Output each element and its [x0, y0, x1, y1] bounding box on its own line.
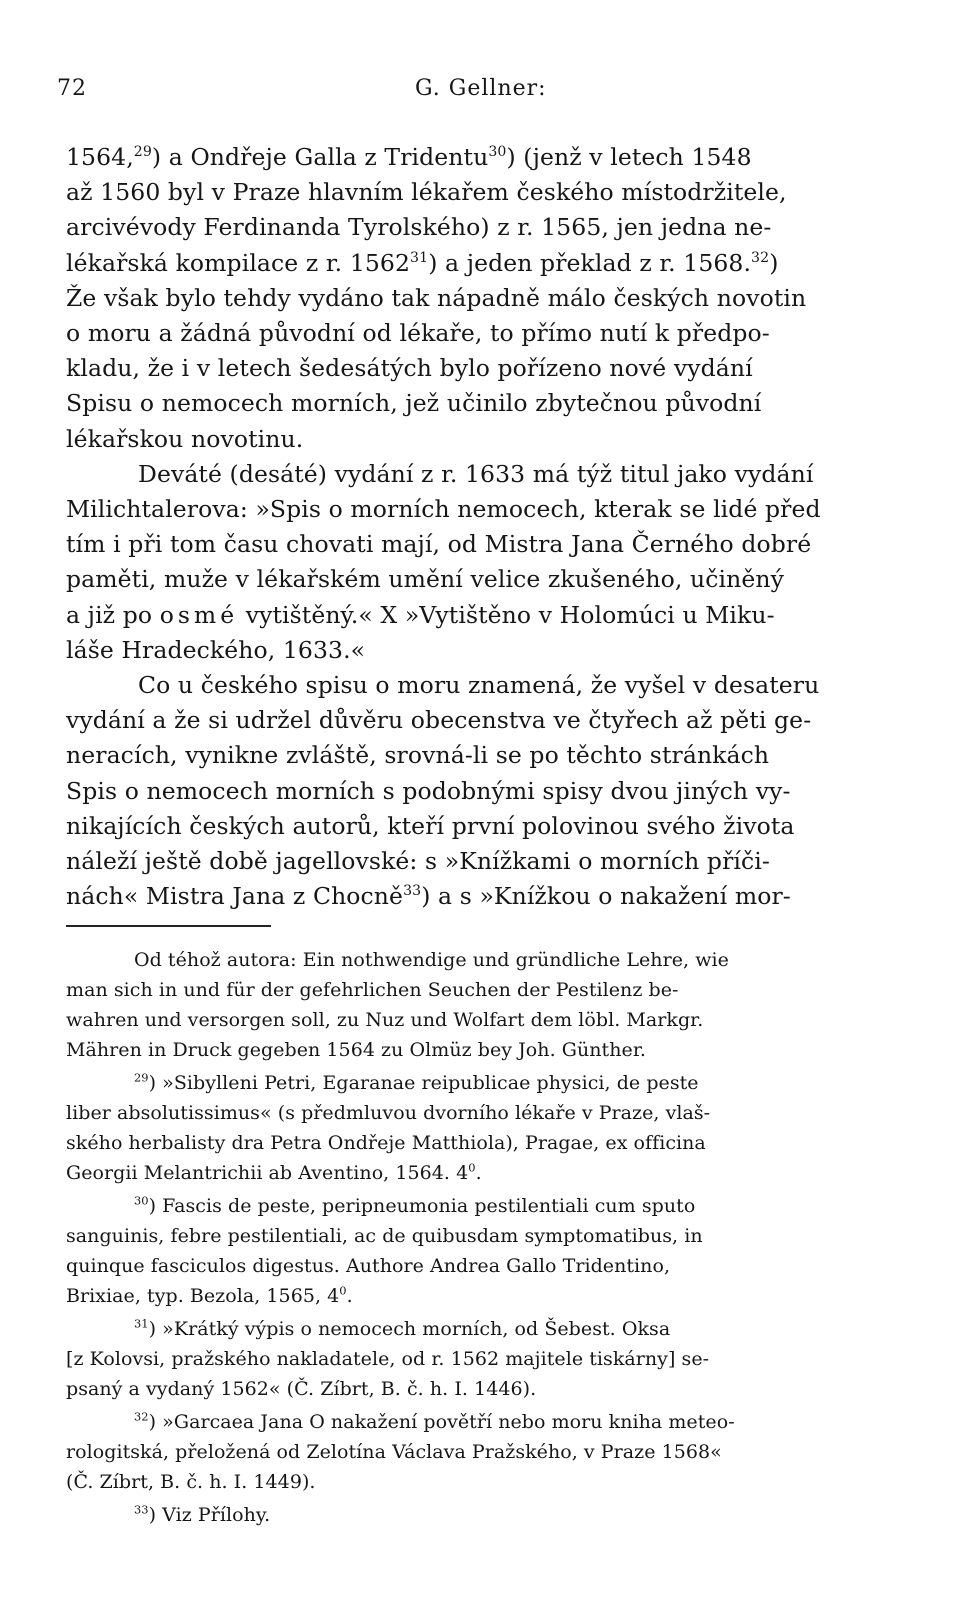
footnote-line: psaný a vydaný 1562« (Č. Zíbrt, B. č. h. I. 1446). — [66, 1378, 537, 1400]
text-line: náleží ještě době jagellovské: s »Knížkami o morních příči- — [66, 847, 770, 876]
footnote-number: 32 — [134, 1409, 149, 1424]
running-header — [57, 76, 887, 108]
running-title: G. Gellner: — [415, 76, 547, 101]
footnote-line: $^{29}$) »Sibylleni Petri, Egaranae reipublicae physici, de peste — [134, 1070, 699, 1094]
text-line: láše Hradeckého, 1633.« — [66, 635, 366, 664]
footnote-line: Brixiae, typ. Bezola, 1565, $4^0$. — [66, 1283, 353, 1307]
footnote-line: $^{31}$) »Krátký výpis o nemocech morních, od Šebest. Oksa — [134, 1316, 671, 1340]
text-line: a již po osmé vytištěný.« X »Vytištěno v Holomúci u Miku- — [66, 600, 775, 629]
footnote-line: [z Kolovsi, pražského nakladatele, od r. 1562 majitele tiskárny] se- — [66, 1348, 710, 1370]
footnote-line: wahren und versorgen soll, zu Nuz und Wolfart dem löbl. Markgr. — [66, 1009, 704, 1031]
footnote-line: Mähren in Druck gegeben 1564 zu Olmüz bey Joh. Günther. — [66, 1039, 646, 1061]
text-line: nách« Mistra Jana z Chocně$^{33}$) a s »Knížkou o nakažení mor- — [66, 882, 791, 911]
footnote-line: $^{30}$) Fascis de peste, peripneumonia pestilentiali cum sputo — [134, 1193, 696, 1217]
text-line: Co u českého spisu o moru znamená, že vyšel v desateru — [138, 671, 820, 700]
footnote-ref: 30 — [488, 144, 507, 161]
spaced-word: osmé — [159, 600, 239, 629]
text-line: vydání a že si udržel důvěru obecenstva ve čtyřech až pěti ge- — [66, 706, 812, 735]
text-line: lékařská kompilace z r. 1562$^{31}$) a jeden překlad z r. 1568.32) — [66, 248, 779, 277]
text-line: arcivévody Ferdinanda Tyrolského) z r. 1565, jen jedna ne- — [66, 213, 772, 242]
footnote-divider — [66, 925, 271, 927]
text-line: až 1560 byl v Praze hlavním lékařem českého místodržitele, — [66, 178, 787, 207]
footnote-ref: 31 — [410, 249, 429, 266]
text-line: Deváté (desáté) vydání z r. 1633 má týž titul jako vydání — [138, 459, 814, 488]
footnote-line: Od téhož autora: Ein nothwendige und gründliche Lehre, wie — [134, 949, 729, 971]
footnote-number: 33 — [134, 1502, 149, 1517]
text-line: Že však bylo tehdy vydáno tak nápadně málo českých novotin — [66, 283, 807, 312]
footnote-line: quinque fasciculos digestus. Authore Andrea Gallo Tridentino, — [66, 1255, 671, 1277]
footnote-line: $^{32}$) »Garcaea Jana O nakažení povětří nebo moru kniha meteo- — [134, 1409, 735, 1433]
footnote-line: liber absolutissimus« (s předmluvou dvorního lékaře v Praze, vlaš- — [66, 1102, 711, 1124]
text-line: Spis o nemocech morních s podobnými spisy dvou jiných vy- — [66, 776, 791, 805]
footnote-line: ského herbalisty dra Petra Ondřeje Matthiola), Pragae, ex officina — [66, 1132, 706, 1154]
text-line: 1564,29) a Ondřeje Galla z Tridentu$^{30}$) (jenž v letech 1548 — [66, 143, 752, 171]
text-line: nikajících českých autorů, kteří první polovinou svého života — [66, 811, 795, 840]
footnote-line: Georgii Melantrichii ab Aventino, 1564. $4^0$. — [66, 1160, 482, 1184]
footnote-ref: 32 — [751, 249, 770, 266]
text-line: tím i při tom času chovati mají, od Mistra Jana Černého dobré — [66, 530, 812, 559]
footnotes — [66, 945, 896, 1530]
footnote-number: 29 — [134, 1070, 149, 1085]
main-text — [66, 140, 896, 914]
text-line: neracích, vynikne zvláště, srovná-li se po těchto stránkách — [66, 741, 770, 770]
text-line: o moru a žádná původní od lékaře, to přímo nutí k předpo- — [66, 319, 770, 348]
footnote-line: $^{33}$) Viz Přílohy. — [134, 1502, 271, 1526]
footnote-line: man sich in und für der gefehrlichen Seuchen der Pestilenz be- — [66, 979, 679, 1001]
footnote-number: 31 — [134, 1316, 149, 1331]
footnote-line: sanguinis, febre pestilentiali, ac de quibusdam symptomatibus, in — [66, 1225, 703, 1247]
footnote-line: rologitská, přeložená od Zelotína Václava Pražského, v Praze 1568« — [66, 1441, 722, 1463]
text-line: Spisu o nemocech morních, jež učinilo zbytečnou původní — [66, 389, 762, 418]
text-line: paměti, muže v lékařském umění velice zkušeného, učiněný — [66, 565, 784, 594]
text-line: Milichtalerova: »Spis o morních nemocech, kterak se lidé před — [66, 495, 821, 524]
text-line: lékařskou novotinu. — [66, 424, 304, 453]
footnote-ref: 33 — [403, 883, 422, 900]
page-number: 72 — [57, 76, 87, 101]
text-line: kladu, že i v letech šedesátých bylo pořízeno nové vydání — [66, 354, 753, 383]
footnote-number: 30 — [134, 1193, 149, 1208]
footnote-ref: 29 — [133, 144, 152, 161]
footnote-line: (Č. Zíbrt, B. č. h. I. 1449). — [66, 1471, 316, 1493]
